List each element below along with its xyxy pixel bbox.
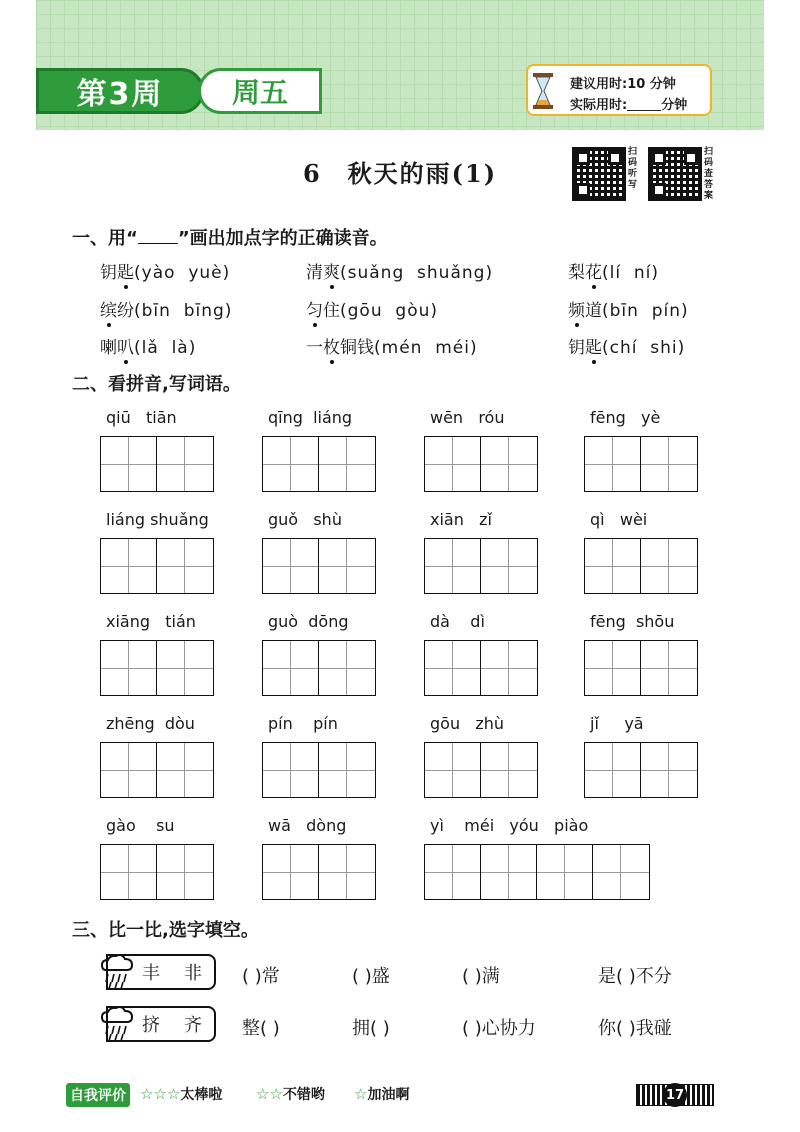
lesson-title: 秋天的雨(1) [347, 159, 498, 188]
writing-grid[interactable] [424, 640, 538, 696]
grid-cell[interactable] [641, 539, 697, 593]
pinyin-label: zhēng dòu [106, 714, 195, 733]
self-evaluation-label: 自我评价 [66, 1083, 130, 1107]
grid-cell[interactable] [101, 641, 157, 695]
rating-good[interactable] [256, 1084, 325, 1104]
writing-grid[interactable] [100, 436, 214, 492]
reading-item[interactable] [306, 258, 493, 283]
char-option: 丰 [142, 963, 160, 984]
reading-item[interactable] [100, 258, 230, 283]
suggested-time: 建议用时:10 分钟 [570, 77, 676, 92]
grid-cell[interactable] [157, 539, 213, 593]
fill-blank[interactable]: 是( )不分 [598, 966, 672, 987]
dotted-char: 花 [585, 263, 602, 283]
time-box [526, 64, 712, 116]
writing-grid[interactable] [100, 640, 214, 696]
grid-cell[interactable] [263, 641, 319, 695]
dotted-char: 叭 [117, 338, 134, 358]
grid-cell[interactable] [425, 437, 481, 491]
fill-blank[interactable]: 拥( ) [352, 1018, 390, 1039]
grid-cell[interactable] [101, 539, 157, 593]
hourglass-icon [532, 72, 554, 110]
grid-cell[interactable] [101, 743, 157, 797]
grid-cell[interactable] [425, 845, 481, 899]
qr-corner [608, 151, 622, 165]
fill-blank[interactable]: 你( )我碰 [598, 1018, 672, 1039]
pinyin-label: fēng shōu [590, 612, 675, 631]
pinyin-options[interactable]: (yào yuè) [134, 263, 231, 283]
grid-cell[interactable] [481, 845, 537, 899]
grid-cell[interactable] [641, 641, 697, 695]
grid-cell[interactable] [319, 539, 375, 593]
pinyin-options[interactable]: (lǎ là) [134, 338, 197, 358]
pinyin-label: qīng liáng [268, 408, 353, 427]
grid-cell[interactable] [157, 743, 213, 797]
qr-corner [684, 151, 698, 165]
writing-grid[interactable] [262, 436, 376, 492]
char-pair-1 [106, 954, 216, 990]
grid-cell[interactable] [319, 641, 375, 695]
grid-cell[interactable] [593, 845, 649, 899]
pinyin-label: wā dòng [268, 816, 347, 835]
grid-cell[interactable] [425, 641, 481, 695]
grid-cell[interactable] [263, 437, 319, 491]
writing-grid[interactable] [424, 742, 538, 798]
writing-grid[interactable] [100, 742, 214, 798]
header-band [36, 0, 764, 130]
char-pair-2 [106, 1006, 216, 1042]
fill-blank[interactable]: ( )盛 [352, 966, 390, 987]
actual-time [570, 94, 687, 113]
grid-cell[interactable] [101, 437, 157, 491]
writing-grid[interactable] [584, 640, 698, 696]
pinyin-label: dà dì [430, 612, 485, 631]
writing-grid[interactable] [584, 436, 698, 492]
item-char: 钥 [568, 338, 585, 358]
pinyin-options[interactable]: (chí shi) [602, 338, 686, 358]
pinyin-options[interactable]: (suǎng shuǎng) [340, 263, 494, 283]
item-char: 道 [585, 301, 602, 321]
actual-time-suffix: 分钟 [661, 98, 688, 113]
pinyin-label: gōu zhù [430, 714, 505, 733]
fill-blank[interactable]: ( )心协力 [462, 1018, 536, 1039]
actual-time-blank[interactable] [627, 98, 661, 111]
star-icon: ☆☆ [256, 1085, 283, 1103]
grid-cell[interactable] [585, 539, 641, 593]
fill-blank[interactable]: ( )满 [462, 966, 500, 987]
item-char: 一 [306, 338, 323, 358]
qr-code-answer[interactable] [648, 147, 702, 201]
underline-sample [138, 229, 178, 244]
week-label: 第3周 [36, 68, 204, 114]
qr-corner [576, 183, 590, 197]
dotted-char: 频 [568, 301, 585, 321]
reading-item[interactable] [306, 296, 438, 321]
pinyin-options[interactable]: (lí ní) [602, 263, 660, 283]
pinyin-label: liáng shuǎng [106, 510, 209, 529]
char-option: 齐 [184, 1015, 202, 1036]
writing-grid[interactable] [424, 436, 538, 492]
grid-cell[interactable] [481, 743, 537, 797]
grid-cell[interactable] [537, 845, 593, 899]
pinyin-label: xiān zǐ [430, 510, 492, 529]
pinyin-label: qì wèi [590, 510, 648, 529]
reading-item[interactable] [568, 258, 659, 283]
dotted-char: 匙 [117, 263, 134, 283]
grid-cell[interactable] [263, 539, 319, 593]
star-icon: ☆☆☆ [140, 1085, 181, 1103]
grid-cell[interactable] [481, 539, 537, 593]
qr-corner [576, 151, 590, 165]
writing-grid[interactable] [424, 538, 538, 594]
pinyin-label: xiāng tián [106, 612, 196, 631]
writing-grid[interactable] [584, 742, 698, 798]
grid-cell[interactable] [101, 845, 157, 899]
day-label: 周五 [198, 68, 322, 114]
rating-good-text: 不错哟 [282, 1087, 325, 1103]
writing-grid[interactable] [100, 844, 214, 900]
pinyin-label: yì méi yóu piào [430, 816, 589, 835]
grid-cell[interactable] [481, 641, 537, 695]
reading-item[interactable] [100, 333, 196, 358]
grid-cell[interactable] [263, 743, 319, 797]
pinyin-options[interactable]: (gōu gòu) [340, 301, 439, 321]
page-number-badge [636, 1084, 714, 1106]
dotted-char: 枚 [323, 338, 340, 358]
fill-blank[interactable]: 整( ) [242, 1018, 280, 1039]
pinyin-options[interactable]: (mén méi) [374, 338, 478, 358]
char-option: 挤 [142, 1015, 160, 1036]
rating-keep-trying[interactable] [354, 1084, 409, 1104]
grid-cell[interactable] [157, 437, 213, 491]
section2-heading: 二、看拼音,写词语。 [72, 374, 241, 395]
rating-keep-trying-text: 加油啊 [367, 1087, 410, 1103]
grid-cell[interactable] [263, 845, 319, 899]
grid-cell[interactable] [585, 437, 641, 491]
pinyin-label: pín pín [268, 714, 338, 733]
reading-item[interactable] [568, 333, 685, 358]
reading-item[interactable] [306, 333, 478, 358]
reading-item[interactable] [568, 296, 689, 321]
dotted-char: 爽 [323, 263, 340, 283]
qr-corner [652, 151, 666, 165]
item-char: 住 [323, 301, 340, 321]
writing-grid[interactable] [262, 844, 376, 900]
grid-cell[interactable] [481, 437, 537, 491]
section1-heading-a: 一、用“ [72, 228, 138, 249]
writing-grid[interactable] [584, 538, 698, 594]
qr-corner [652, 183, 666, 197]
fill-blank[interactable]: ( )常 [242, 966, 280, 987]
section1-heading-b: ”画出加点字的正确读音。 [177, 228, 388, 249]
actual-time-prefix: 实际用时: [570, 98, 628, 113]
pinyin-label: guò dōng [268, 612, 349, 631]
item-char: 铜钱 [340, 338, 374, 358]
rating-excellent-text: 太棒啦 [180, 1087, 223, 1103]
pinyin-label: jǐ yā [590, 714, 644, 733]
grid-cell[interactable] [157, 641, 213, 695]
pinyin-label: wēn róu [430, 408, 505, 427]
writing-grid[interactable] [262, 742, 376, 798]
item-char: 梨 [568, 263, 585, 283]
grid-cell[interactable] [641, 743, 697, 797]
char-option: 非 [184, 963, 202, 984]
dotted-char: 匀 [306, 301, 323, 321]
writing-grid[interactable] [262, 640, 376, 696]
rating-excellent[interactable] [140, 1084, 222, 1104]
grid-cell[interactable] [157, 845, 213, 899]
item-char: 喇 [100, 338, 117, 358]
qr-code-listen[interactable] [572, 147, 626, 201]
lesson-number: 6 [302, 159, 322, 188]
pinyin-options[interactable]: (bīn pín) [602, 301, 689, 321]
writing-grid[interactable] [424, 844, 650, 900]
grid-cell[interactable] [425, 743, 481, 797]
grid-cell[interactable] [641, 437, 697, 491]
page-number: 17 [663, 1083, 687, 1107]
pinyin-label: guǒ shù [268, 510, 342, 529]
grid-cell[interactable] [319, 437, 375, 491]
writing-grid[interactable] [262, 538, 376, 594]
section3-heading: 三、比一比,选字填空。 [72, 920, 259, 941]
pinyin-options[interactable]: (bīn bīng) [134, 301, 233, 321]
item-char: 清 [306, 263, 323, 283]
item-char: 纷 [117, 301, 134, 321]
qr-listen-label: 扫码听写 [628, 147, 638, 190]
qr-answer-label: 扫码查答案 [704, 147, 714, 201]
grid-cell[interactable] [585, 743, 641, 797]
item-char: 钥 [100, 263, 117, 283]
pinyin-label: fēng yè [590, 408, 661, 427]
writing-grid[interactable] [100, 538, 214, 594]
grid-cell[interactable] [425, 539, 481, 593]
grid-cell[interactable] [319, 845, 375, 899]
reading-item[interactable] [100, 296, 232, 321]
dotted-char: 匙 [585, 338, 602, 358]
pinyin-label: gào su [106, 816, 175, 835]
star-icon: ☆ [354, 1085, 368, 1103]
grid-cell[interactable] [585, 641, 641, 695]
grid-cell[interactable] [319, 743, 375, 797]
section1-heading [72, 224, 388, 250]
pinyin-label: qiū tiān [106, 408, 177, 427]
dotted-char: 缤 [100, 301, 117, 321]
